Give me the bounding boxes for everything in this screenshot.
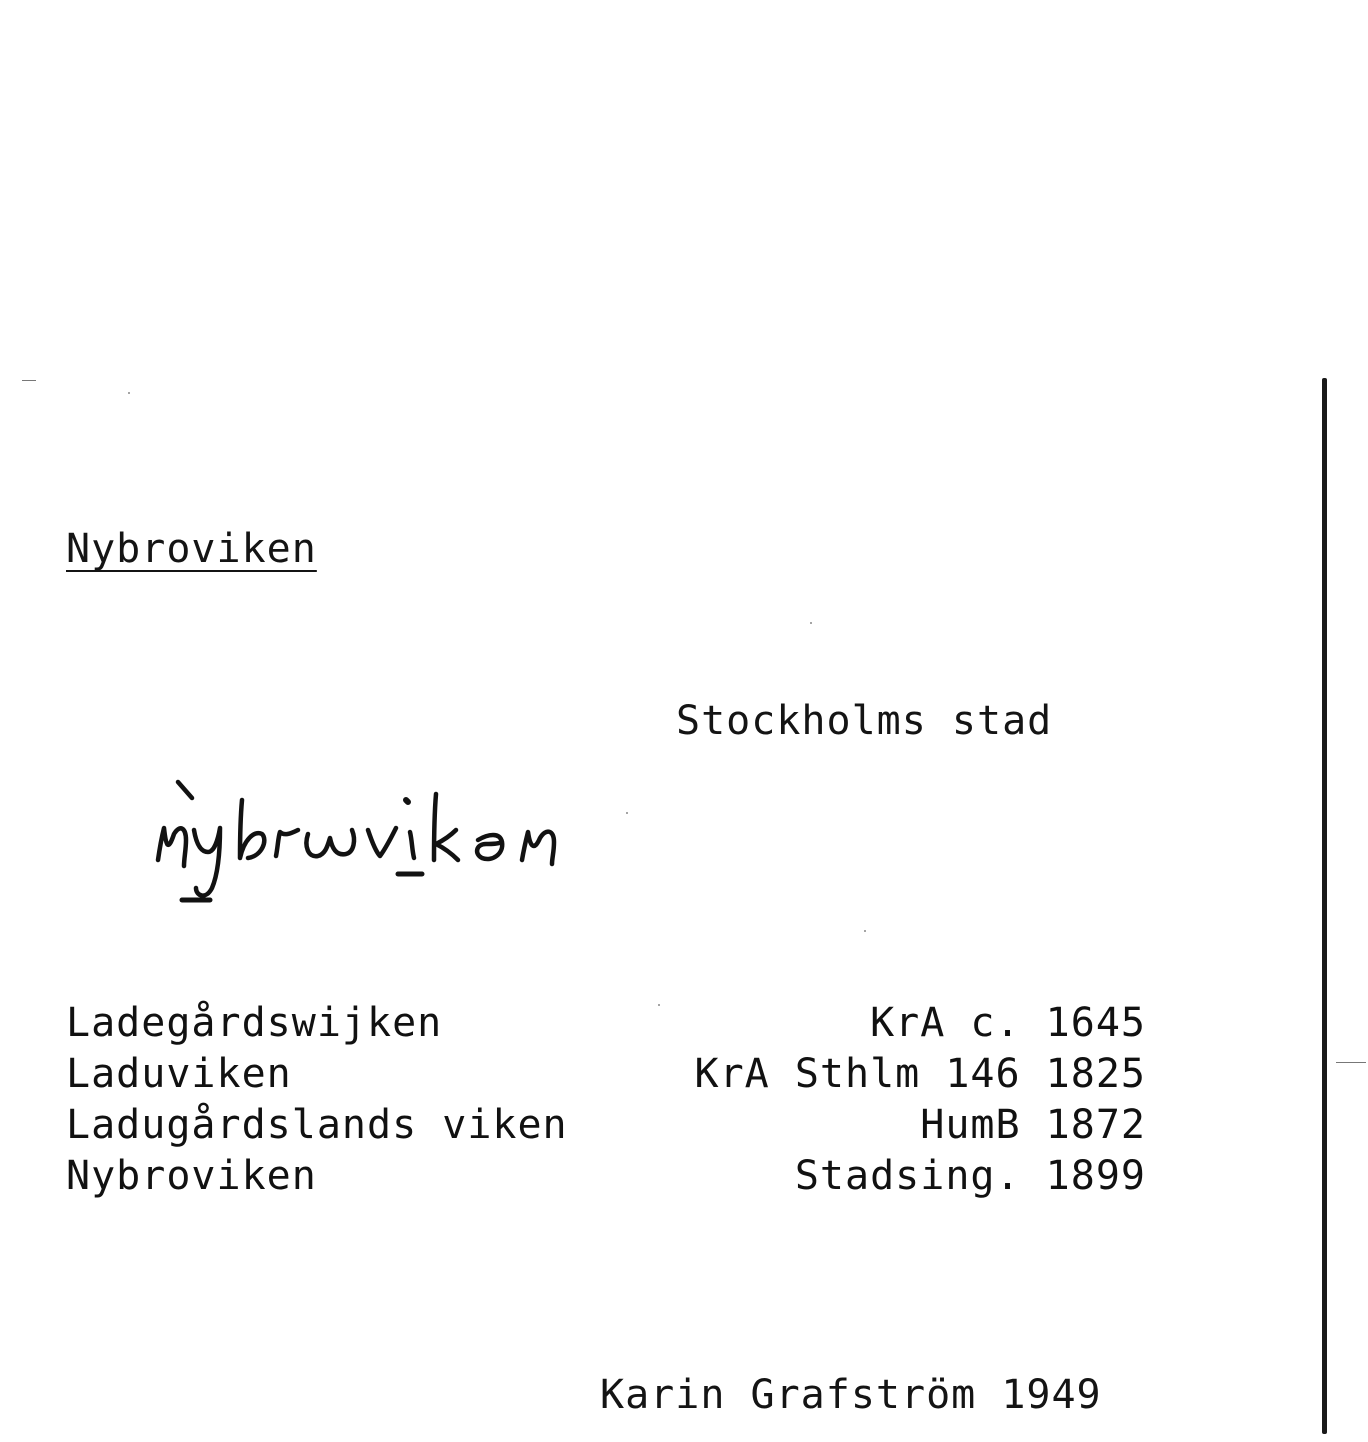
form-source: Stadsing. 1899 <box>794 1153 1146 1199</box>
list-item <box>66 1049 1146 1100</box>
form-source: KrA Sthlm 146 1825 <box>694 1051 1146 1097</box>
form-source: HumB 1872 <box>920 1102 1146 1148</box>
paper-speck <box>810 622 812 624</box>
card-edge-line <box>1322 378 1327 1434</box>
historical-form: Nybroviken <box>66 1153 317 1199</box>
historical-form: Ladugårdslands viken <box>66 1102 568 1148</box>
collector-signature: Karin Grafström 1949 <box>600 1372 1102 1418</box>
list-item <box>66 1151 1146 1202</box>
form-source: KrA c. 1645 <box>870 1000 1146 1046</box>
edge-mark <box>22 380 36 381</box>
paper-speck <box>864 930 866 932</box>
paper-speck <box>626 812 628 814</box>
historical-form: Ladegårdswijken <box>66 1000 443 1046</box>
headword: Nybroviken <box>66 526 317 572</box>
name-forms-list <box>66 998 1146 1202</box>
historical-form: Laduviken <box>66 1051 292 1097</box>
handwritten-pronunciation <box>140 770 580 920</box>
parish-name: Stockholms stad <box>676 698 1053 744</box>
list-item <box>66 998 1146 1049</box>
edge-mark <box>1336 1062 1366 1063</box>
list-item <box>66 1100 1146 1151</box>
paper-speck <box>128 392 130 394</box>
